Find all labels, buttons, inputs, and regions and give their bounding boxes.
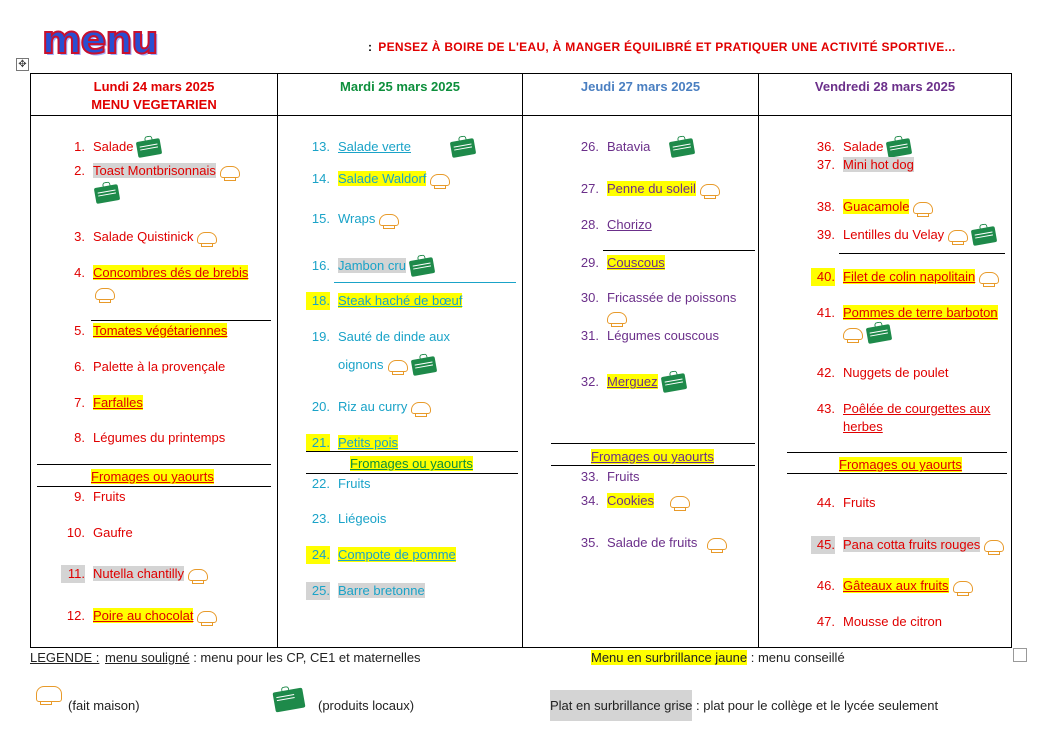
chef-hat-icon [188,569,208,581]
day-header-thursday [523,74,758,116]
chef-hat-icon [948,230,968,242]
list-item: 34. Cookies [575,492,690,510]
divider [334,282,516,283]
list-item: 31. Légumes couscous [580,328,720,343]
list-item: 21. Petits pois [306,434,398,452]
cheese-line: Fromages ou yaourts [591,449,714,464]
list-item: 9. Fruits [74,489,126,504]
day-header-friday [759,74,1011,116]
chef-hat-icon [700,184,720,196]
divider [306,473,518,474]
divider [551,465,755,466]
chef-hat-icon [379,214,399,226]
chef-hat-icon [197,232,217,244]
list-item: 2. Toast Montbrisonnais [61,162,240,180]
cheese-line: Fromages ou yaourts [839,457,962,472]
legend-yellow: Menu en surbrillance jaune : menu conseillé [591,650,845,665]
local-products-icon [94,184,120,204]
tagline [368,40,956,54]
list-item: 22. Fruits [311,476,371,491]
list-item: 13. Salade verte [306,138,475,156]
menu-logo: menu [42,18,158,62]
list-item: 41. Pommes de terre barboton [816,305,998,320]
local-products-icon [971,226,997,246]
table-move-handle-icon[interactable]: ✥ [16,58,29,71]
day-date: Lundi 24 mars 2025 [93,79,215,94]
chef-hat-icon [95,288,115,300]
list-item: 26. Batavia [575,138,694,156]
divider [306,451,518,452]
list-item: 10. Gaufre [66,525,133,540]
list-item: 24. Compote de pomme [306,546,456,564]
header [42,18,1032,62]
legend-local: (produits locaux) [318,698,415,713]
chef-hat-icon [707,538,727,550]
list-item: 23. Liégeois [311,511,387,526]
column-monday [31,74,277,647]
chef-hat-icon [430,174,450,186]
divider [37,464,271,465]
legend [30,648,1030,738]
local-products-icon [136,138,162,158]
list-item: 19. Sauté de dinde aux [311,329,451,344]
legend-underline: menu souligné : menu pour les CP, CE1 et maternelles [105,650,421,665]
list-item: 46. Gâteaux aux fruits [811,577,973,595]
list-item-icon [91,284,115,302]
chef-hat-icon [953,581,973,593]
list-item: 8. Légumes du printemps [74,430,226,445]
day-header-tuesday [278,74,522,116]
list-item: 11. Nutella chantilly [61,565,208,583]
column-thursday [522,74,758,647]
list-item: 45. Pana cotta fruits rouges [811,536,1004,554]
local-products-icon [660,373,686,393]
column-friday [758,74,1011,647]
chef-hat-icon [843,328,863,340]
list-item: 47. Mousse de citron [816,614,942,629]
day-header-monday [31,74,277,116]
divider [839,253,1005,254]
chef-hat-icon [984,540,1004,552]
list-item: 32. Merguez [575,373,686,391]
legend-label: LEGENDE : [30,650,100,665]
legend-homemade: (fait maison) [68,698,140,713]
list-item: 20. Riz au curry [306,398,431,416]
list-item: 28. Chorizo [580,217,652,232]
divider [787,473,1007,474]
tagline-colon: : [368,40,373,54]
list-item: 40. Filet de colin napolitain [811,268,999,286]
day-date: Jeudi 27 mars 2025 [580,79,701,94]
list-item: 6. Palette à la provençale [74,359,226,374]
list-item: 12. Poire au chocolat [61,607,217,625]
local-products-icon [866,324,892,344]
divider [787,452,1007,453]
list-item-continued: herbes [843,419,883,434]
list-item: 25. Barre bretonne [306,582,425,600]
divider [603,250,755,251]
day-date: Mardi 25 mars 2025 [340,79,460,94]
chef-hat-icon [197,611,217,623]
local-products-icon [450,138,476,158]
local-products-icon [409,257,435,277]
cheese-line: Fromages ou yaourts [350,456,473,471]
list-item-icon [603,308,627,326]
list-item: 43. Poêlée de courgettes aux [816,401,991,416]
list-item: 38. Guacamole [811,198,933,216]
list-item: 30. Fricassée de poissons [580,290,737,305]
tagline-text: PENSEZ À BOIRE DE L'EAU, À MANGER ÉQUILIBRÉ ET PRATIQUER UNE ACTIVITÉ SPORTIVE... [378,40,956,54]
local-products-icon [410,356,436,376]
list-item: 7. Farfalles [74,395,143,410]
list-item: 18. Steak haché de bœuf [306,292,462,310]
list-item: 29. Couscous [580,255,665,270]
list-item: 36. Salade [811,138,911,156]
list-item: 4. Concombres dés de brebis [74,265,249,280]
chef-hat-icon [411,402,431,414]
list-item: 5. Tomates végétariennes [74,323,228,338]
list-item-continued: oignons [338,356,436,374]
divider [91,320,271,321]
list-item: 14. Salade Waldorf [306,170,450,188]
chef-hat-icon [670,496,690,508]
local-products-icon [669,138,695,158]
column-tuesday [277,74,522,647]
chef-hat-icon [388,360,408,372]
list-item: 35. Salade de fruits [575,534,727,552]
day-subtitle: MENU VEGETARIEN [91,97,217,112]
list-item-icon [91,184,119,202]
divider [551,443,755,444]
list-item: 3. Salade Quistinick [61,228,217,246]
chef-hat-icon [607,312,627,324]
divider [37,486,271,487]
list-item: 37. Mini hot dog [816,157,914,172]
day-date: Vendredi 28 mars 2025 [814,79,956,94]
list-item: 42. Nuggets de poulet [816,365,949,380]
list-item: 39. Lentilles du Velay [811,226,996,244]
list-item: 16. Jambon cru [306,257,434,275]
list-item: 33. Fruits [580,469,640,484]
menu-table [30,73,1012,648]
list-item: 27. Penne du soleil [575,180,720,198]
cheese-line: Fromages ou yaourts [91,469,214,484]
list-item: 1. Salade [61,138,161,156]
list-item: 15. Wraps [306,210,399,228]
list-item-icon [839,324,891,342]
list-item: 44. Fruits [816,495,876,510]
chef-hat-icon [979,272,999,284]
legend-grey: Plat en surbrillance grise : plat pour le collège et le lycée seulement [550,698,938,713]
local-products-icon [886,138,912,158]
chef-hat-icon [913,202,933,214]
chef-hat-icon [220,166,240,178]
